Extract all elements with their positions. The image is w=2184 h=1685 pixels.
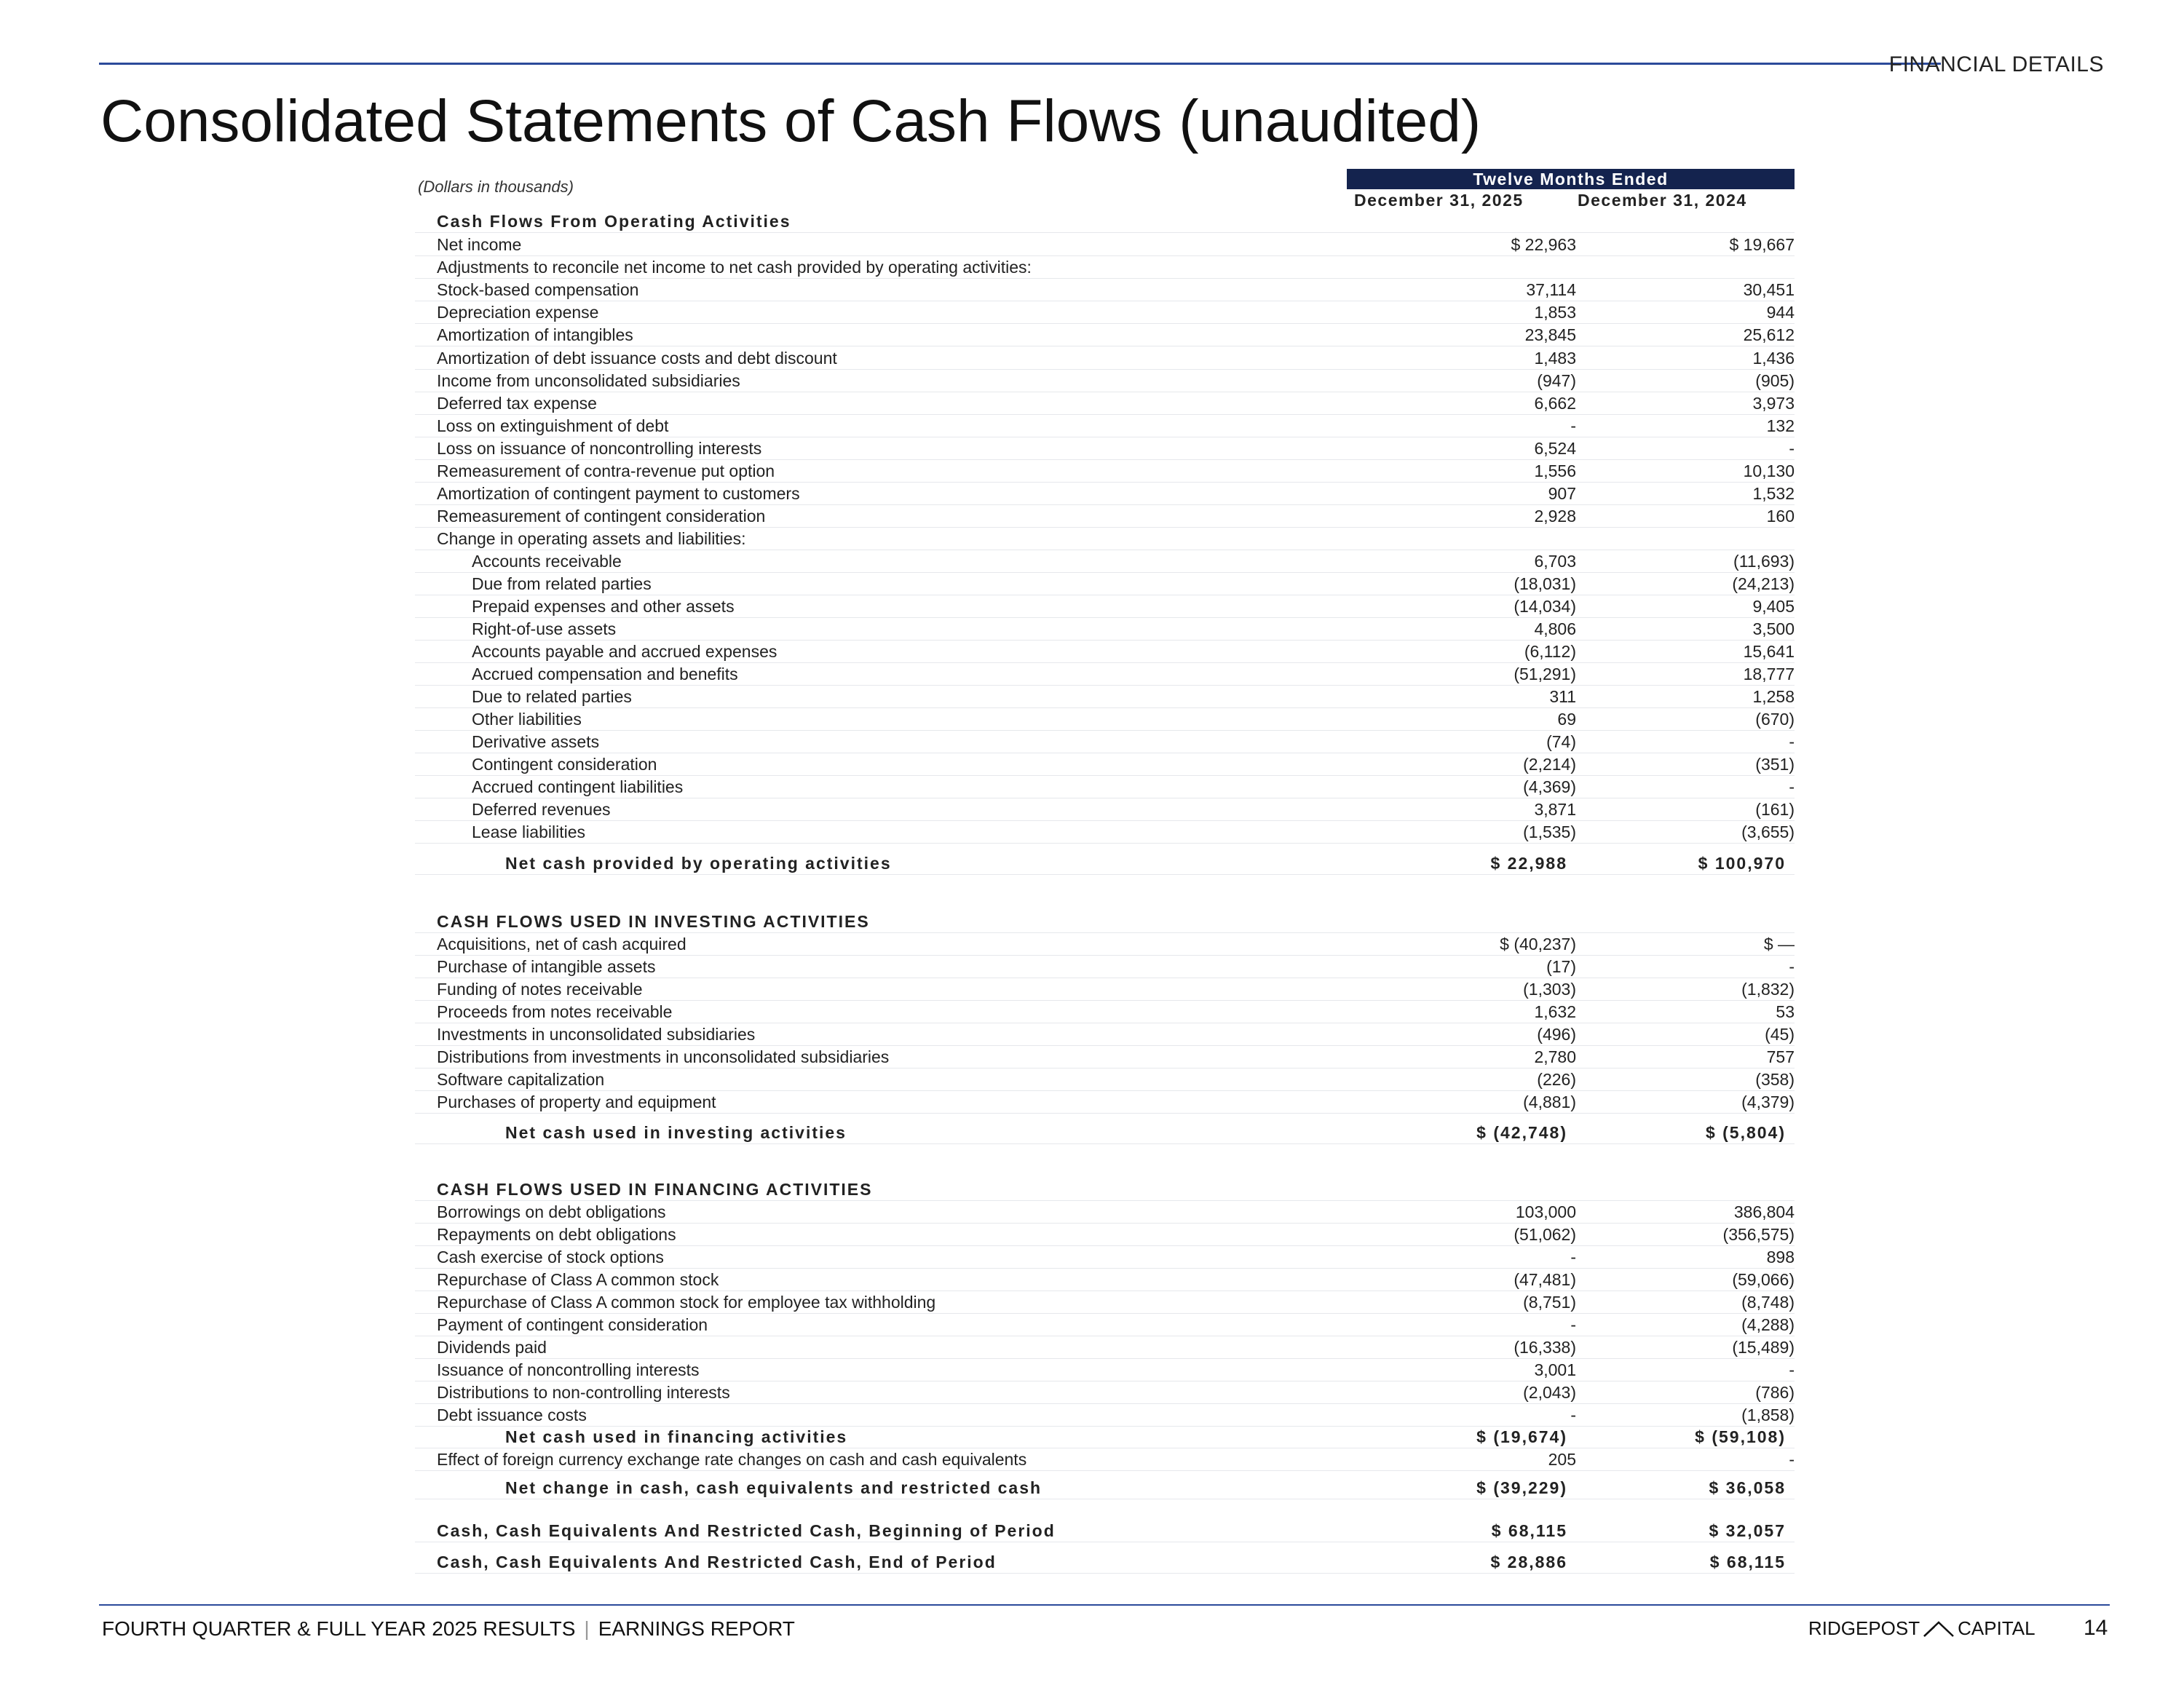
value-2025: 3,871: [1534, 800, 1576, 819]
value-2025: 1,483: [1534, 349, 1576, 368]
row-label: Debt issuance costs: [437, 1406, 587, 1424]
table-row: [415, 370, 1795, 392]
value-2025: 1,556: [1534, 461, 1576, 480]
value-2024: 757: [1766, 1047, 1795, 1066]
brand-logo: [1808, 1617, 2035, 1640]
brand-name-right: CAPITAL: [1958, 1617, 2035, 1639]
value-2025: $ (39,229): [1476, 1478, 1567, 1497]
row-label: Cash Flows From Operating Activities: [437, 212, 791, 231]
value-2025: 6,703: [1534, 552, 1576, 571]
value-2024: 898: [1766, 1248, 1795, 1266]
table-row: [415, 1382, 1795, 1404]
row-label: Due to related parties: [472, 687, 632, 706]
value-2024: 10,130: [1743, 461, 1795, 480]
value-2024: -: [1789, 777, 1795, 796]
value-2025: (18,031): [1514, 574, 1576, 593]
value-2024: $ 19,667: [1729, 235, 1795, 254]
value-2025: 205: [1548, 1450, 1576, 1469]
value-2025: 103,000: [1515, 1202, 1576, 1221]
value-2024: 3,500: [1752, 619, 1795, 638]
table-row: [415, 1449, 1795, 1471]
value-2025: (17): [1546, 957, 1576, 976]
value-2025: -: [1570, 1406, 1576, 1424]
table-row: [415, 393, 1795, 415]
value-2024: (1,832): [1741, 980, 1795, 999]
footer-report-type: EARNINGS REPORT: [598, 1617, 795, 1640]
value-2024: $ (5,804): [1705, 1123, 1786, 1142]
value-2025: 37,114: [1526, 280, 1576, 299]
table-row: [415, 934, 1795, 956]
value-2024: 386,804: [1733, 1202, 1795, 1221]
table-row: [415, 1337, 1795, 1359]
mountain-peak-icon: [1923, 1620, 1955, 1638]
total-row: [415, 1122, 1795, 1144]
value-2025: 2,928: [1534, 507, 1576, 526]
table-row: [415, 461, 1795, 483]
row-label: Net change in cash, cash equivalents and restricted cash: [505, 1478, 1042, 1497]
section-header-row: [415, 211, 1795, 233]
table-row: [415, 709, 1795, 731]
value-2024: (11,693): [1733, 552, 1795, 571]
value-2024: -: [1789, 957, 1795, 976]
table-row: [415, 1092, 1795, 1114]
row-label: Accounts receivable: [472, 552, 622, 571]
row-label: Dividends paid: [437, 1338, 547, 1357]
row-label: Derivative assets: [472, 732, 600, 751]
row-label: Effect of foreign currency exchange rate changes on cash and cash equivalents: [437, 1450, 1027, 1469]
value-2025: (947): [1537, 371, 1576, 390]
table-row: [415, 619, 1795, 641]
value-2024: -: [1789, 439, 1795, 458]
value-2025: 3,001: [1534, 1360, 1576, 1379]
section-header-row: [415, 1179, 1795, 1201]
row-label: Net cash used in investing activities: [505, 1123, 847, 1142]
row-label: Acquisitions, net of cash acquired: [437, 935, 687, 953]
row-label: Cash, Cash Equivalents And Restricted Cash, End of Period: [437, 1553, 997, 1571]
row-label: Net cash provided by operating activities: [505, 854, 892, 873]
row-label: Loss on issuance of noncontrolling interests: [437, 439, 762, 458]
table-row: [415, 574, 1795, 595]
table-row: [415, 1360, 1795, 1381]
row-label: Adjustments to reconcile net income to net cash provided by operating activities:: [437, 258, 1032, 277]
value-2025: (8,751): [1523, 1293, 1576, 1312]
table-row: [415, 257, 1795, 279]
row-label: Lease liabilities: [472, 822, 585, 841]
value-2024: -: [1789, 732, 1795, 751]
row-label: Other liabilities: [472, 710, 582, 729]
table-row: [415, 1315, 1795, 1336]
value-2024: (24,213): [1732, 574, 1795, 593]
value-2025: 6,662: [1534, 394, 1576, 413]
value-2024: -: [1789, 1450, 1795, 1469]
total-row: [415, 1521, 1795, 1542]
row-label: Issuance of noncontrolling interests: [437, 1360, 700, 1379]
value-2024: (358): [1755, 1070, 1795, 1089]
row-label: Amortization of debt issuance costs and debt discount: [437, 349, 837, 368]
page-title: Consolidated Statements of Cash Flows (unaudited): [100, 88, 1481, 154]
value-2025: (1,303): [1523, 980, 1576, 999]
value-2024: 25,612: [1743, 325, 1795, 344]
table-row: [415, 1247, 1795, 1269]
value-2025: (2,214): [1523, 755, 1576, 774]
table-row: [415, 686, 1795, 708]
row-label: Funding of notes receivable: [437, 980, 643, 999]
value-2024: $ 68,115: [1709, 1553, 1786, 1571]
row-label: Accrued compensation and benefits: [472, 665, 738, 683]
value-2024: (786): [1755, 1383, 1795, 1402]
row-label: Accrued contingent liabilities: [472, 777, 684, 796]
footer-separator: |: [584, 1617, 590, 1640]
value-2024: (15,489): [1732, 1338, 1795, 1357]
value-2024: -: [1789, 1360, 1795, 1379]
value-2024: $ 100,970: [1698, 854, 1786, 873]
value-2024: 1,258: [1752, 687, 1795, 706]
value-2024: 53: [1776, 1002, 1795, 1021]
table-row: [415, 438, 1795, 460]
row-label: Borrowings on debt obligations: [437, 1202, 666, 1221]
value-2025: (4,369): [1523, 777, 1576, 796]
total-row: [415, 1427, 1795, 1448]
row-label: Repurchase of Class A common stock: [437, 1270, 719, 1289]
value-2025: 23,845: [1524, 325, 1576, 344]
value-2025: $ (40,237): [1500, 935, 1576, 953]
footer-report-title: [102, 1617, 795, 1641]
value-2024: (4,379): [1741, 1093, 1795, 1111]
value-2025: (14,034): [1514, 597, 1576, 616]
row-label: Net cash used in financing activities: [505, 1427, 848, 1446]
section-label: FINANCIAL DETAILS: [1888, 52, 2104, 76]
value-2024: (8,748): [1741, 1293, 1795, 1312]
row-label: Amortization of contingent payment to customers: [437, 484, 800, 503]
table-row: [415, 1069, 1795, 1091]
row-label: Net income: [437, 235, 522, 254]
header-rule: [99, 63, 1941, 65]
value-2024: (351): [1755, 755, 1795, 774]
value-2024: 160: [1766, 507, 1795, 526]
value-2024: (161): [1755, 800, 1795, 819]
value-2025: $ 28,886: [1490, 1553, 1567, 1571]
value-2025: $ 22,988: [1490, 854, 1567, 873]
table-row: [415, 234, 1795, 256]
value-2025: (51,291): [1514, 665, 1576, 683]
table-row: [415, 483, 1795, 505]
value-2024: (905): [1755, 371, 1795, 390]
row-label: Contingent consideration: [472, 755, 657, 774]
value-2025: $ 22,963: [1511, 235, 1576, 254]
table-row: [415, 528, 1795, 550]
table-row: [415, 279, 1795, 301]
value-2025: 311: [1549, 687, 1576, 706]
value-2024: $ —: [1763, 935, 1795, 953]
section-header-row: [415, 911, 1795, 933]
row-label: Prepaid expenses and other assets: [472, 597, 735, 616]
footer-report-name: FOURTH QUARTER & FULL YEAR 2025 RESULTS: [102, 1617, 576, 1640]
table-row: [415, 596, 1795, 618]
brand-name-left: RIDGEPOST: [1808, 1617, 1920, 1639]
column-header-2025: December 31, 2025: [1354, 191, 1524, 210]
value-2025: (226): [1537, 1070, 1576, 1089]
footer-rule: [99, 1604, 2110, 1606]
total-row: [415, 853, 1795, 875]
row-label: Stock-based compensation: [437, 280, 639, 299]
total-row: [415, 1478, 1795, 1499]
row-label: Deferred revenues: [472, 800, 611, 819]
value-2025: (4,881): [1523, 1093, 1576, 1111]
table-row: [415, 325, 1795, 346]
value-2025: $ (19,674): [1476, 1427, 1567, 1446]
row-label: Investments in unconsolidated subsidiaries: [437, 1025, 756, 1044]
value-2025: -: [1570, 416, 1576, 435]
table-row: [415, 1002, 1795, 1023]
row-label: Proceeds from notes receivable: [437, 1002, 673, 1021]
row-label: CASH FLOWS USED IN INVESTING ACTIVITIES: [437, 912, 870, 931]
table-row: [415, 777, 1795, 798]
row-label: Due from related parties: [472, 574, 652, 593]
value-2024: 132: [1766, 416, 1795, 435]
value-2025: (1,535): [1523, 822, 1576, 841]
table-row: [415, 1292, 1795, 1314]
row-label: Depreciation expense: [437, 303, 599, 322]
value-2025: (74): [1546, 732, 1576, 751]
value-2024: (45): [1765, 1025, 1795, 1044]
value-2025: (496): [1537, 1025, 1576, 1044]
row-label: Right-of-use assets: [472, 619, 617, 638]
row-label: Repayments on debt obligations: [437, 1225, 676, 1244]
row-label: Amortization of intangibles: [437, 325, 633, 344]
table-row: [415, 1047, 1795, 1069]
row-label: Distributions to non-controlling interests: [437, 1383, 730, 1402]
row-label: Purchase of intangible assets: [437, 957, 656, 976]
row-label: Software capitalization: [437, 1070, 605, 1089]
table-row: [415, 822, 1795, 844]
row-label: Cash exercise of stock options: [437, 1248, 664, 1266]
row-label: Payment of contingent consideration: [437, 1315, 708, 1334]
value-2025: $ (42,748): [1476, 1123, 1567, 1142]
table-row: [415, 1024, 1795, 1046]
row-label: Remeasurement of contingent consideration: [437, 507, 766, 526]
value-2025: 1,632: [1534, 1002, 1576, 1021]
value-2025: 1,853: [1534, 303, 1576, 322]
table-row: [415, 416, 1795, 437]
value-2025: $ 68,115: [1491, 1521, 1567, 1540]
table-row: [415, 551, 1795, 573]
value-2024: (356,575): [1722, 1225, 1795, 1244]
row-label: Repurchase of Class A common stock for employee tax withholding: [437, 1293, 936, 1312]
table-row: [415, 641, 1795, 663]
value-2024: 30,451: [1743, 280, 1795, 299]
value-2024: 3,973: [1752, 394, 1795, 413]
value-2024: (4,288): [1741, 1315, 1795, 1334]
value-2025: (6,112): [1524, 642, 1576, 661]
value-2024: (1,858): [1741, 1406, 1795, 1424]
value-2025: (51,062): [1514, 1225, 1576, 1244]
value-2024: (670): [1755, 710, 1795, 729]
table-row: [415, 754, 1795, 776]
value-2025: -: [1570, 1248, 1576, 1266]
row-label: Change in operating assets and liabilities:: [437, 529, 746, 548]
table-row: [415, 1224, 1795, 1246]
table-row: [415, 732, 1795, 753]
value-2024: 9,405: [1752, 597, 1795, 616]
row-label: Accounts payable and accrued expenses: [472, 642, 778, 661]
row-label: Distributions from investments in unconsolidated subsidiaries: [437, 1047, 890, 1066]
row-label: Deferred tax expense: [437, 394, 597, 413]
table-row: [415, 1202, 1795, 1224]
value-2025: 2,780: [1534, 1047, 1576, 1066]
value-2025: (16,338): [1514, 1338, 1576, 1357]
table-row: [415, 979, 1795, 1001]
value-2024: $ 36,058: [1709, 1478, 1786, 1497]
value-2025: (2,043): [1523, 1383, 1576, 1402]
value-2024: (3,655): [1741, 822, 1795, 841]
value-2024: $ 32,057: [1709, 1521, 1786, 1540]
value-2025: 907: [1548, 484, 1576, 503]
value-2025: 4,806: [1534, 619, 1576, 638]
value-2024: 1,532: [1752, 484, 1795, 503]
value-2024: (59,066): [1732, 1270, 1795, 1289]
table-row: [415, 1269, 1795, 1291]
value-2024: 1,436: [1752, 349, 1795, 368]
value-2024: 944: [1766, 303, 1795, 322]
total-row: [415, 1552, 1795, 1574]
value-2024: 15,641: [1743, 642, 1795, 661]
row-label: CASH FLOWS USED IN FINANCING ACTIVITIES: [437, 1180, 873, 1199]
period-banner: Twelve Months Ended: [1347, 169, 1795, 189]
table-row: [415, 348, 1795, 370]
units-note: (Dollars in thousands): [418, 178, 574, 196]
row-label: Income from unconsolidated subsidiaries: [437, 371, 740, 390]
value-2025: (47,481): [1514, 1270, 1576, 1289]
value-2024: $ (59,108): [1695, 1427, 1786, 1446]
table-row: [415, 956, 1795, 978]
table-row: [415, 506, 1795, 528]
table-row: [415, 1405, 1795, 1427]
value-2024: 18,777: [1743, 665, 1795, 683]
row-label: Remeasurement of contra-revenue put option: [437, 461, 775, 480]
page-number: 14: [2084, 1616, 2108, 1640]
column-header-2024: December 31, 2024: [1578, 191, 1747, 210]
row-label: Loss on extinguishment of debt: [437, 416, 669, 435]
row-label: Purchases of property and equipment: [437, 1093, 716, 1111]
table-row: [415, 799, 1795, 821]
value-2025: 6,524: [1534, 439, 1576, 458]
table-row: [415, 664, 1795, 686]
value-2025: 69: [1557, 710, 1576, 729]
table-row: [415, 302, 1795, 324]
row-label: Cash, Cash Equivalents And Restricted Cash, Beginning of Period: [437, 1521, 1056, 1540]
value-2025: -: [1570, 1315, 1576, 1334]
